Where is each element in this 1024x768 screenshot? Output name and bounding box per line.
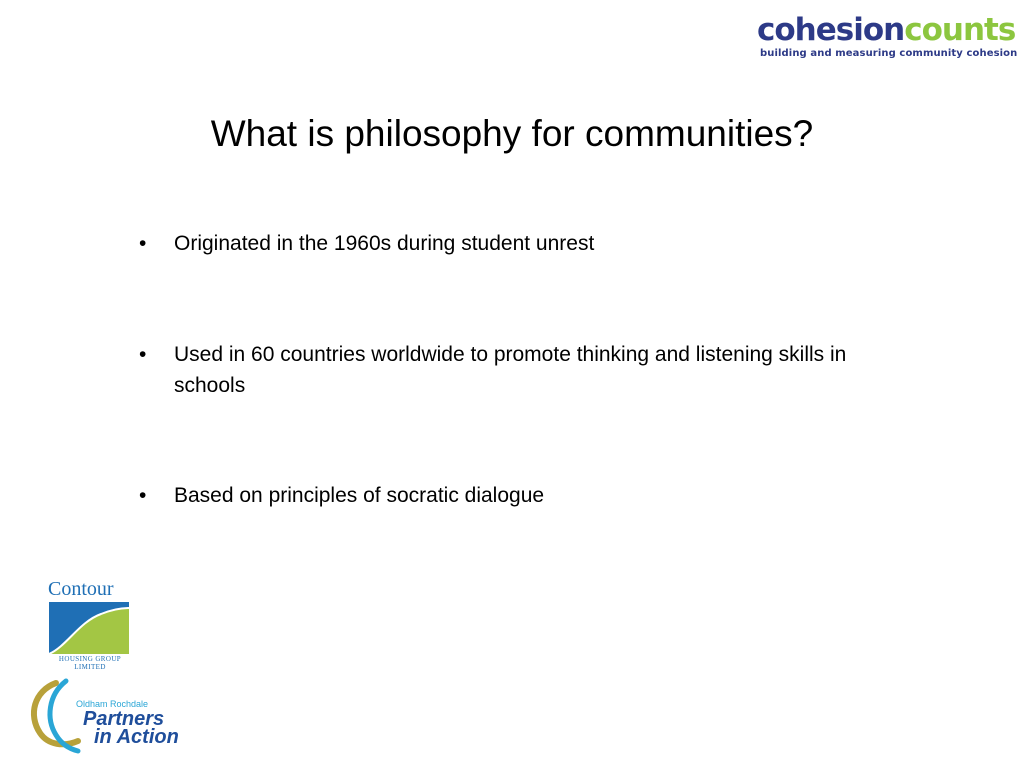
cohesion-counts-wordmark bbox=[757, 12, 1015, 48]
cohesion-counts-tagline: building and measuring community cohesion bbox=[760, 48, 1018, 59]
slide-title: What is philosophy for communities? bbox=[210, 113, 814, 154]
cohesion-word: cohesion bbox=[757, 12, 905, 48]
contour-wordmark: Contour bbox=[48, 578, 114, 600]
cohesion-counts-logo bbox=[757, 12, 1018, 62]
partners-in-action-line-2: in Action bbox=[94, 726, 179, 748]
bullet-text: Based on principles of socratic dialogue bbox=[174, 484, 545, 507]
bullet-marker: • bbox=[139, 343, 147, 366]
bullet-text: Originated in the 1960s during student unrest bbox=[174, 232, 595, 255]
partners-in-action-region: Oldham Rochdale bbox=[76, 699, 149, 709]
partners-in-action-line-1: Partners bbox=[83, 708, 165, 730]
bullet-marker: • bbox=[139, 232, 147, 255]
bullet-text: Used in 60 countries worldwide to promote thinking and listening skills in schools bbox=[174, 343, 847, 397]
contour-subtitle-limited: LIMITED bbox=[74, 663, 106, 671]
counts-word: counts bbox=[904, 12, 1016, 48]
contour-emblem-icon bbox=[49, 602, 129, 654]
partners-in-action-logo bbox=[26, 675, 186, 768]
contour-subtitle: HOUSING GROUP bbox=[58, 655, 122, 663]
bullet-marker: • bbox=[139, 484, 147, 507]
contour-housing-logo bbox=[46, 578, 134, 673]
swoosh-icon bbox=[26, 675, 86, 768]
